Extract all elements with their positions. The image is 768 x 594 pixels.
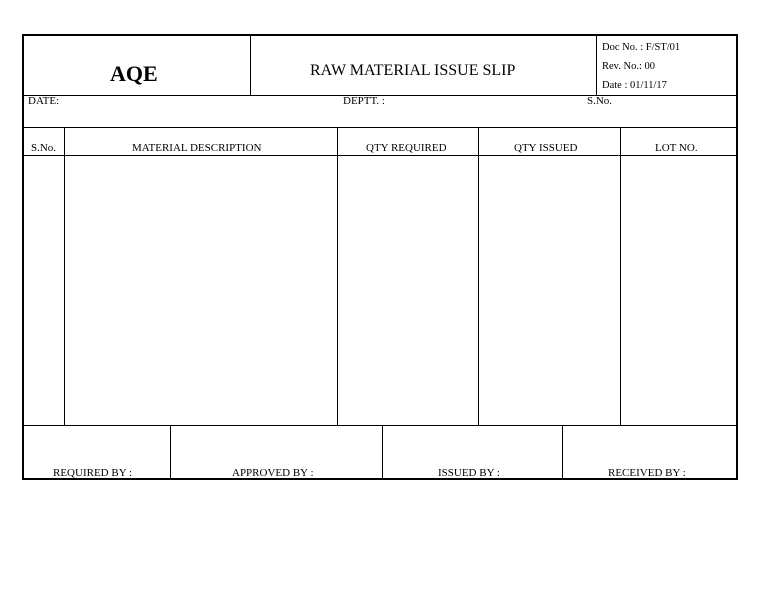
- signature-divider-3: [562, 425, 563, 478]
- column-header-lot-no: LOT NO.: [655, 142, 698, 154]
- signature-divider-1: [170, 425, 171, 478]
- column-divider-4: [620, 127, 621, 425]
- signature-divider-2: [382, 425, 383, 478]
- approved-by-label: APPROVED BY :: [232, 467, 314, 479]
- document-date: Date : 01/11/17: [602, 80, 667, 91]
- required-by-label: REQUIRED BY :: [53, 467, 133, 479]
- form-title: RAW MATERIAL ISSUE SLIP: [310, 62, 516, 79]
- date-label: DATE:: [28, 95, 60, 107]
- issue-slip-form: [22, 34, 738, 480]
- column-header-sno: S.No.: [31, 142, 57, 154]
- header-divider-1: [250, 36, 251, 96]
- serial-number-label: S.No.: [587, 95, 613, 107]
- column-divider-3: [478, 127, 479, 425]
- info-row-bottom-line: [24, 127, 736, 128]
- column-header-material-description: MATERIAL DESCRIPTION: [132, 142, 262, 154]
- column-divider-2: [337, 127, 338, 425]
- column-header-qty-issued: QTY ISSUED: [514, 142, 578, 154]
- table-bottom-line: [24, 425, 736, 426]
- issued-by-label: ISSUED BY :: [438, 467, 500, 479]
- table-header-line: [24, 155, 736, 156]
- revision-number: Rev. No.: 00: [602, 61, 655, 72]
- department-label: DEPTT. :: [343, 95, 385, 107]
- column-header-qty-required: QTY REQUIRED: [366, 142, 447, 154]
- company-name: AQE: [110, 61, 158, 86]
- doc-number: Doc No. : F/ST/01: [602, 42, 681, 53]
- received-by-label: RECEIVED BY :: [608, 467, 686, 479]
- header-divider-2: [596, 36, 597, 96]
- column-divider-1: [64, 127, 65, 425]
